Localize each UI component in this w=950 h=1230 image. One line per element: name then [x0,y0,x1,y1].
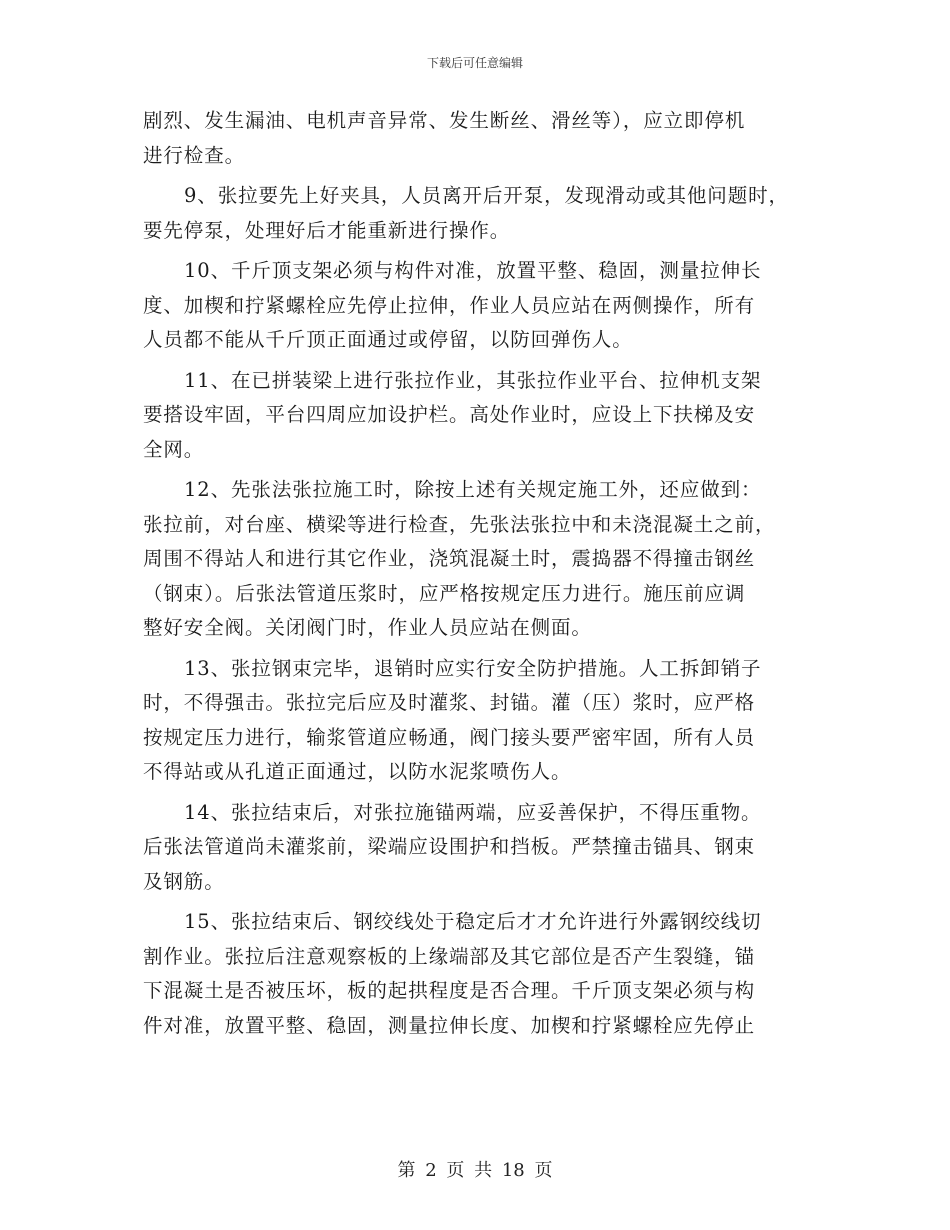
paragraph-continuation [143,104,808,173]
text-line: 要搭设牢固，平台四周应加设护栏。高处作业时，应设上下扶梯及安 [143,403,756,426]
text-line: 14、张拉结束后，对张拉施锚两端，应妥善保护，不得压重物。 [184,800,762,824]
paragraph-item-12 [143,473,808,646]
paragraph-item-13 [143,652,808,790]
text-line: 不得站或从孔道正面通过，以防水泥浆喷伤人。 [143,760,572,783]
text-line: （钢束）。后张法管道压浆时，应严格按规定压力进行。施压前应调 [143,581,746,605]
text-line: 下混凝土是否被压坏，板的起拱程度是否合理。千斤顶支架必须与构 [143,979,756,1002]
text-line: 度、加楔和拧紧螺栓应先停止拉伸，作业人员应站在两侧操作，所有 [143,293,756,317]
text-line: 周围不得站人和进行其它作业，浇筑混凝土时，震捣器不得撞击钢丝 [143,547,756,570]
text-line: 15、张拉结束后、钢绞线处于稳定后才才允许进行外露钢绞线切 [184,910,762,933]
text-line: 全网。 [143,437,205,461]
text-line: 整好安全阀。关闭阀门时，作业人员应站在侧面。 [143,616,592,639]
text-line: 张拉前，对台座、横梁等进行检查，先张法张拉中和未浇混凝土之前， [143,512,776,536]
text-line: 人员都不能从千斤顶正面通过或停留，以防回弹伤人。 [143,328,633,351]
text-line: 11、在已拼装梁上进行张拉作业，其张拉作业平台、拉伸机支架 [184,368,762,392]
text-line: 剧烈、发生漏油、电机声音异常、发生断丝、滑丝等），应立即停机 [143,109,746,132]
text-line: 13、张拉钢束完毕，退销时应实行安全防护措施。人工拆卸销子 [184,656,762,680]
text-line: 割作业。张拉后注意观察板的上缘端部及其它部位是否产生裂缝，锚 [143,944,756,968]
text-line: 9、张拉要先上好夹具，人员离开后开泵，发现滑动或其他问题时， [184,184,789,207]
paragraph-item-11 [143,364,808,468]
text-line: 按规定压力进行，输浆管道应畅通，阀门接头要严密牢固，所有人员 [143,725,756,749]
paragraph-item-10 [143,254,808,358]
text-line: 10、千斤顶支架必须与构件对准，放置平整、稳固，测量拉伸长 [184,259,762,282]
document-body [143,104,808,1043]
page-number-footer: 第 2 页 共 18 页 [397,1160,553,1181]
paragraph-item-14 [143,796,808,900]
paragraph-item-9 [143,179,808,248]
text-line: 12、先张法张拉施工时，除按上述有关规定施工外，还应做到： [184,478,762,501]
text-line: 进行检查。 [143,143,246,167]
text-line: 及钢筋。 [143,869,225,893]
text-line: 要先停泵，处理好后才能重新进行操作。 [143,218,511,242]
paragraph-item-15 [143,905,808,1043]
text-line: 后张法管道尚未灌浆前，梁端应设围护和挡板。严禁撞击锚具、钢束 [143,835,756,858]
text-line: 时，不得强击。张拉完后应及时灌浆、封锚。灌（压）浆时，应严格 [143,691,756,714]
page-header: 下载后可任意编辑 [426,56,523,70]
text-line: 件对准，放置平整、稳固，测量拉伸长度、加楔和拧紧螺栓应先停止 [143,1013,756,1037]
